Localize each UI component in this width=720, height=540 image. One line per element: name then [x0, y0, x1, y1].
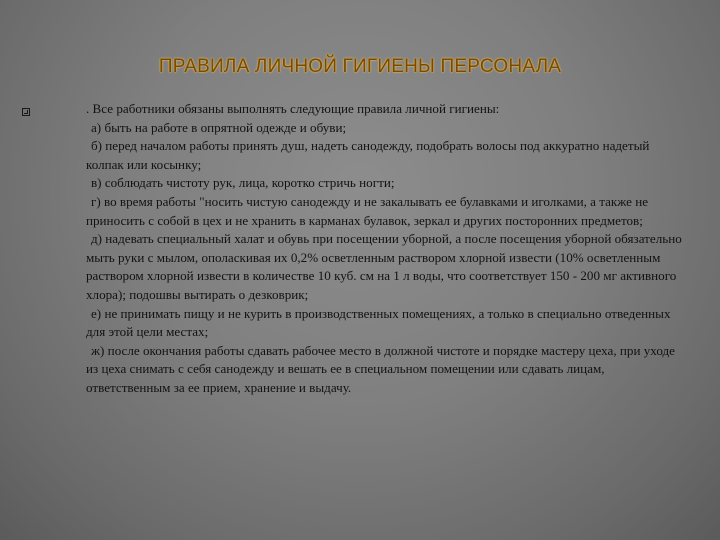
rules-intro: . Все работники обязаны выполнять следующие правила личной гигиены:	[86, 101, 500, 116]
rule-item-b: б) перед началом работы принять душ, надеть санодежду, подобрать волосы под аккуратно надетый колпак или косынку;	[86, 138, 650, 172]
rules-text	[86, 100, 690, 398]
rule-item-d: г) во время работы "носить чистую санодежду и не закалывать ее булавками и иголками, а также не приносить с собой в цех и не хранить в карманах булавок, зеркал и других посторонних предметов;	[86, 193, 649, 228]
rule-item-e: д) надевать специальный халат и обувь при посещении уборной, а после посещения уборной обязательно мыть руки с мылом, ополаскивая их 0,2% осветленным раствором хлорной извести (10% осветленным раствором хлорной извести в количестве 10 куб. см на 1 л воды, что соответствует 150 - 200 мг активного хлора); подошвы вытирать о дезковрик;	[86, 231, 682, 302]
rule-item-g: ж) после окончания работы сдавать рабочее место в должной чистоте и порядке мастеру цеха, при уходе из цеха снимать с себя санодежду и вешать ее в специальном помещении или сдавать лицам, ответственным за ее прием, хранение и выдачу.	[86, 342, 675, 395]
bullet-icon	[22, 108, 30, 116]
rule-item-c: в) соблюдать чистоту рук, лица, коротко стричь ногти;	[91, 175, 395, 191]
rule-item-a: а) быть на работе в опрятной одежде и обуви;	[91, 119, 347, 135]
slide-title: ПРАВИЛА ЛИЧНОЙ ГИГИЕНЫ ПЕРСОНАЛА	[158, 56, 562, 77]
rule-item-f: е) не принимать пищу и не курить в производственных помещениях, а только в специально отведенных для этой цели местах;	[86, 305, 671, 340]
